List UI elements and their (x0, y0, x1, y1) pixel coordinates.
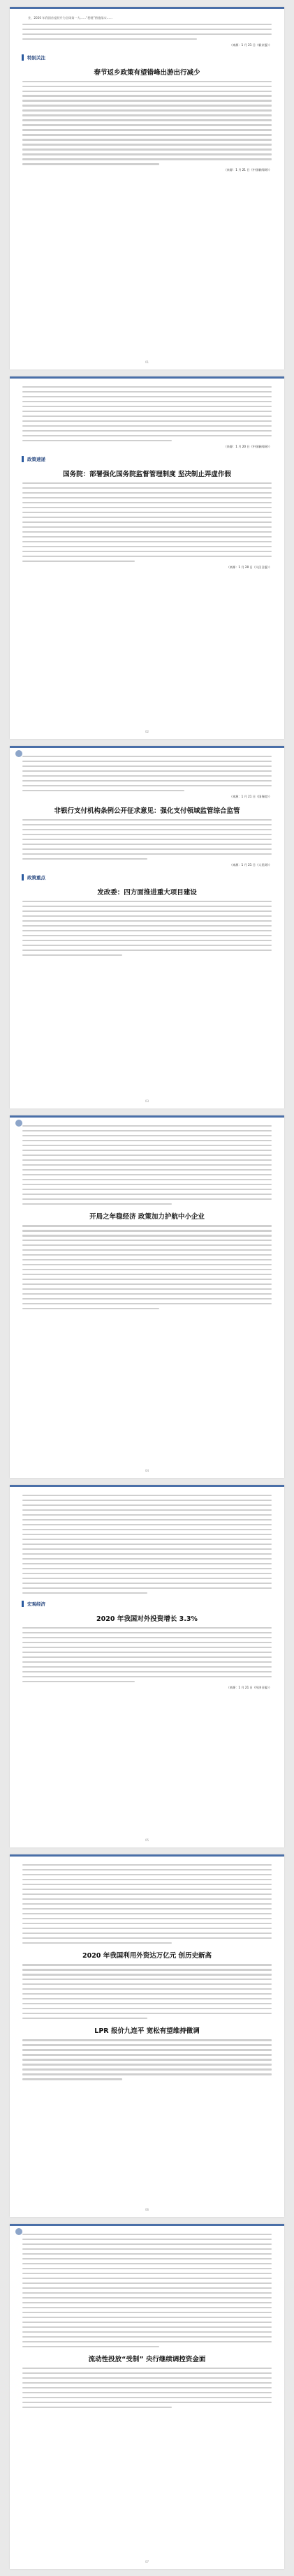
article-body (22, 1864, 272, 1944)
article-title: 2020 年我国对外投资增长 3.3% (96, 1615, 198, 1624)
page-number: 01 (145, 360, 149, 364)
page-number: 05 (145, 1838, 149, 1842)
page-4 (10, 1115, 284, 1478)
article-title: 2020 年我国利用外资达万亿元 创历史新高 (82, 1952, 212, 1960)
text-lines (22, 24, 272, 40)
page-band (10, 1485, 284, 1487)
article-title: 春节返乡政策有望错峰出游出行减少 (94, 68, 200, 77)
article-title: 发改委：四方面推进重大项目建设 (97, 888, 197, 897)
source-line: （来源：1 月 21 日《国务院》） (229, 794, 272, 798)
article-body (22, 756, 272, 791)
article-title: LPR 报价九连平 宽松有望维持微调 (94, 2027, 200, 2036)
article-body (22, 482, 272, 562)
seal-icon (15, 1120, 22, 1127)
page-6 (10, 1854, 284, 2217)
section-label: 政策速递 (22, 456, 284, 462)
article-body (22, 2234, 272, 2347)
section-label: 政策重点 (22, 874, 284, 881)
page-band (10, 2224, 284, 2226)
page-number: 07 (145, 2560, 149, 2563)
source-line: （来源：1 月 20 日《中国新闻网》） (223, 444, 272, 448)
seal-icon (15, 2228, 22, 2235)
page-band (10, 1115, 284, 1118)
source-line: （来源：1 月 21 日《中国新闻网》） (223, 168, 272, 172)
article-title: 流动性投放“受制” 央行继续调控资金面 (88, 2356, 206, 2364)
seal-icon (15, 750, 22, 757)
source-line: （来源：1 月 21 日《经济日报》） (226, 1685, 272, 1689)
article-body (22, 901, 272, 956)
page-band (10, 746, 284, 748)
section-label: 特别关注 (22, 54, 284, 61)
page-7 (10, 2224, 284, 2569)
source-line: （来源：1 月 21 日《新京报》） (229, 43, 272, 47)
page-number: 03 (145, 1099, 149, 1103)
article-title: 开局之年稳经济 政策加力护航中小企业 (89, 1213, 205, 1221)
article-body (22, 819, 272, 860)
article-body (22, 1125, 272, 1205)
intro-text: 业，2020 年我国首度跃升为全球第一大……“稳链”措施落实…… (28, 16, 113, 20)
page-band (10, 1854, 284, 1857)
page-band (10, 7, 284, 9)
article-title: 国务院：部署强化国务院监督管理制度 坚决制止弄虚作假 (63, 470, 231, 478)
article-body (22, 81, 272, 165)
page-5 (10, 1485, 284, 1847)
page-1 (10, 7, 284, 369)
source-line: （来源：1 月 21 日《人民网》） (229, 862, 272, 867)
page-number: 06 (145, 2208, 149, 2211)
article-body (22, 1964, 272, 2019)
source-line: （来源：1 月 20 日《人民日报》） (226, 565, 272, 569)
article-body (22, 1627, 272, 1682)
page-band (10, 376, 284, 379)
article-body (22, 2039, 272, 2080)
article-body (22, 1225, 272, 1309)
article-body (22, 2368, 272, 2408)
section-label: 宏观经济 (22, 1601, 284, 1607)
page-2 (10, 376, 284, 739)
article-body (22, 386, 272, 441)
article-title: 非银行支付机构条例公开征求意见：强化支付领域监管综合监管 (54, 807, 240, 815)
article-body (22, 1495, 272, 1594)
page-3 (10, 746, 284, 1108)
page-number: 02 (145, 730, 149, 733)
page-number: 04 (145, 1469, 149, 1472)
